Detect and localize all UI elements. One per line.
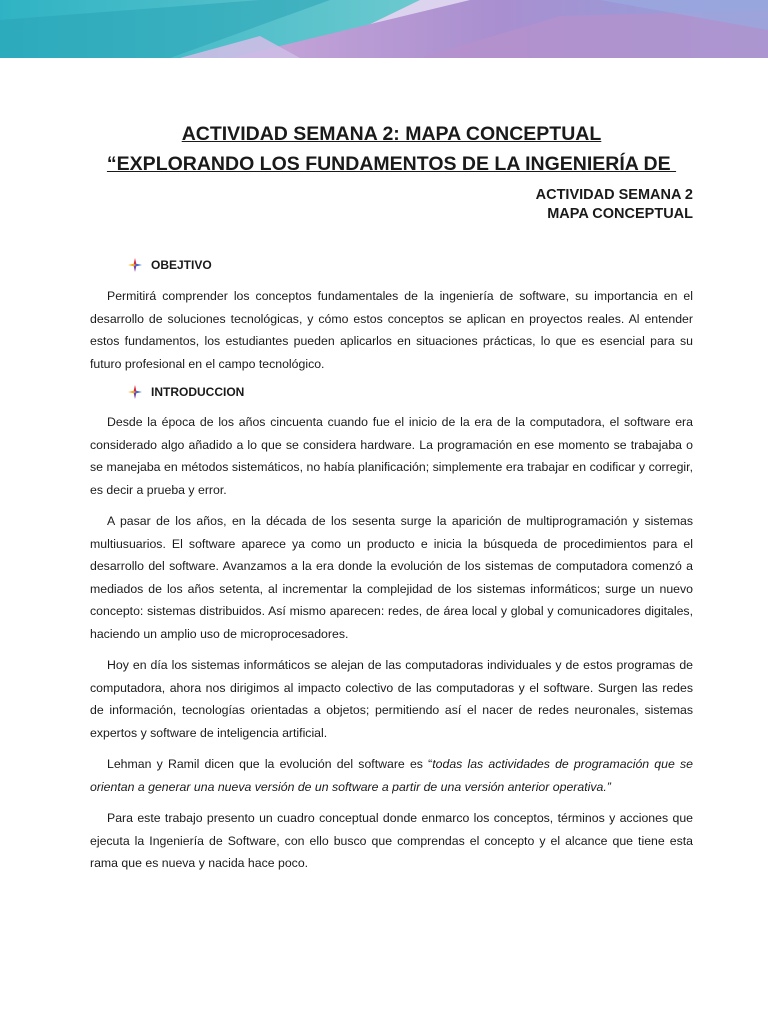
- document-title: ACTIVIDAD SEMANA 2: MAPA CONCEPTUAL: [181, 123, 602, 145]
- quoted-definition: todas las actividades de programación que se orientan a generar una nueva versión de un software a partir de una versión anterior operativa.”: [90, 757, 693, 794]
- intro-paragraph-3: Hoy en día los sistemas informáticos se alejan de las computadoras individuales y de estos programas de computadora, ahora nos dirigimos al impacto colectivo de las computadoras y el software. Surgen las redes de información, tecnologías orientadas a objetos; permitiendo así el nacer de redes neuronales, sistemas expertos y software de inteligencia artificial.: [90, 658, 693, 740]
- right-heading-line-1: ACTIVIDAD SEMANA 2: [535, 187, 693, 203]
- document-page: [90, 120, 693, 875]
- section-heading-label: OBEJTIVO: [151, 258, 212, 272]
- intro-paragraph-1: Desde la época de los años cincuenta cuando fue el inicio de la era de la computadora, el software era considerado algo añadido a lo que se considera hardware. La programación en ese momento se trabajaba o se manejaba en métodos sistemáticos, no había planificación; simplemente era trabajar en codificar y corregir, es decir a prueba y error.: [90, 415, 693, 497]
- intro-paragraph-2: A pasar de los años, en la década de los sesenta surge la aparición de multiprogramación y sistemas multiusuarios. El software aparece ya como un producto e inicia la búsqueda de procedimientos para el desarrollo del software. Avanzamos a la era donde la evolución de los sistemas de computadora comenzó a mediados de los años setenta, al incrementar la complejidad de los sistemas informáticos; surge un nuevo concepto: sistemas distribuidos. Así mismo aparecen: redes, de área local y global y comunicadores digitales, haciendo un amplio uso de microprocesadores.: [90, 514, 693, 641]
- quote-lead-text: Lehman y Ramil dicen que la evolución del software es “: [107, 757, 433, 771]
- closing-paragraph: Para este trabajo presento un cuadro conceptual donde enmarco los conceptos, términos y acciones que ejecuta la Ingeniería de Software, con ello busco que comprendas el concepto y el alcance que tiene esta rama que es nueva y nacida hace poco.: [90, 811, 693, 870]
- decorative-header-banner: [0, 0, 768, 58]
- quote-paragraph: [90, 753, 693, 798]
- document-subtitle: “EXPLORANDO LOS FUNDAMENTOS DE LA INGENIERÍA DE: [106, 153, 677, 175]
- right-heading-line-2: MAPA CONCEPTUAL: [547, 206, 693, 222]
- objetivo-paragraph: Permitirá comprender los conceptos fundamentales de la ingeniería de software, su importancia en el desarrollo de soluciones tecnológicas, y cómo estos conceptos se aplican en proyectos reales. Al entender estos fundamentos, los estudiantes pueden aplicarlos en situaciones prácticas, lo que es esencial para su futuro profesional en el campo tecnológico.: [90, 289, 693, 371]
- four-color-diamond-bullet-icon: [128, 385, 142, 399]
- right-aligned-heading: [90, 186, 693, 224]
- section-heading-label: INTRODUCCION: [151, 385, 245, 399]
- section-heading-objetivo: [128, 258, 693, 272]
- four-color-diamond-bullet-icon: [128, 258, 142, 272]
- section-heading-introduccion: [128, 385, 693, 399]
